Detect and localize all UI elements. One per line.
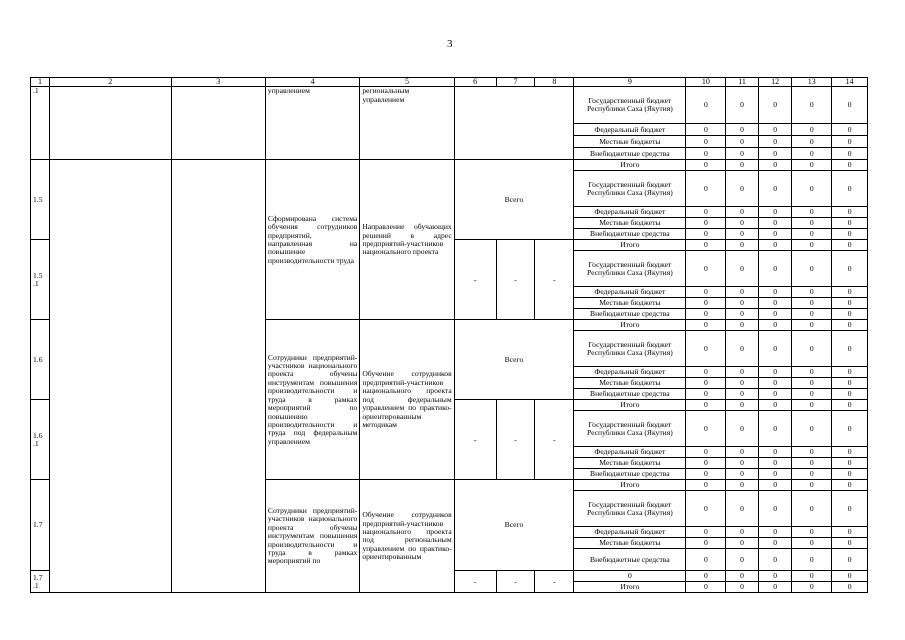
funding-source-cell: Местные бюджеты — [574, 218, 686, 229]
value-cell: 0 — [792, 251, 832, 287]
value-cell: 0 — [758, 538, 792, 549]
value-cell: 0 — [832, 124, 868, 136]
column-header-6: 6 — [454, 78, 496, 87]
value-cell: 0 — [758, 136, 792, 148]
task-cell — [49, 87, 171, 160]
value-cell: 0 — [832, 538, 868, 549]
value-cell: 0 — [726, 571, 759, 582]
value-cell: 0 — [686, 87, 726, 124]
value-cell: 0 — [792, 400, 832, 411]
value-cell: 0 — [758, 469, 792, 480]
value-cell: 0 — [758, 87, 792, 124]
value-cell: 0 — [686, 469, 726, 480]
value-cell: 0 — [792, 447, 832, 458]
value-cell: 0 — [686, 218, 726, 229]
value-cell: 0 — [726, 538, 759, 549]
value-cell: 0 — [792, 367, 832, 378]
column-header-11: 11 — [726, 78, 759, 87]
value-cell: 0 — [726, 469, 759, 480]
page-number: 3 — [447, 38, 453, 50]
value-cell: 0 — [758, 320, 792, 331]
value-cell: 0 — [792, 87, 832, 124]
value-cell: 0 — [726, 367, 759, 378]
value-cell: 0 — [686, 447, 726, 458]
value-cell: 0 — [832, 218, 868, 229]
value-cell: 0 — [726, 320, 759, 331]
value-cell: 0 — [792, 491, 832, 527]
funding-source-cell: Государственный бюджет Республики Саха (Якутия) — [574, 251, 686, 287]
value-cell: 0 — [726, 218, 759, 229]
result-description: Сотрудники предприятий-участников национального проекта обучены инструментам повышения производительности и труда в рамках мероприятий по — [265, 480, 359, 593]
timeline-cell — [454, 87, 574, 160]
value-cell: 0 — [686, 571, 726, 582]
funding-source-cell: Федеральный бюджет — [574, 447, 686, 458]
value-cell: 0 — [686, 207, 726, 218]
row-number: 1.5 — [31, 160, 50, 240]
value-cell: 0 — [726, 582, 759, 593]
funding-source-cell: Внебюджетные средства — [574, 309, 686, 320]
funding-source-cell: Итого — [574, 240, 686, 251]
event-description: Обучение сотрудников предприятий-участников национального проекта под федеральным управлением по практико-ориентированным методикам — [360, 320, 454, 480]
row-number: .1 — [31, 87, 50, 160]
value-cell: 0 — [686, 538, 726, 549]
value-cell: 0 — [758, 287, 792, 298]
value-cell: 0 — [758, 378, 792, 389]
value-cell: 0 — [832, 447, 868, 458]
value-cell: 0 — [686, 124, 726, 136]
value-cell: 0 — [832, 411, 868, 447]
value-cell: 0 — [832, 469, 868, 480]
budget-table — [30, 77, 868, 593]
value-cell: 0 — [686, 331, 726, 367]
table-row — [31, 78, 868, 87]
value-cell: 0 — [792, 331, 832, 367]
column-header-5: 5 — [360, 78, 454, 87]
value-cell: 0 — [726, 527, 759, 538]
funding-source-cell: Государственный бюджет Республики Саха (Якутия) — [574, 491, 686, 527]
timeline-cell: - — [496, 400, 535, 480]
value-cell: 0 — [792, 411, 832, 447]
value-cell: 0 — [686, 411, 726, 447]
value-cell: 0 — [792, 309, 832, 320]
value-cell: 0 — [832, 458, 868, 469]
value-cell: 0 — [758, 298, 792, 309]
value-cell: 0 — [726, 136, 759, 148]
value-cell: 0 — [832, 389, 868, 400]
column-header-7: 7 — [496, 78, 535, 87]
value-cell: 0 — [832, 229, 868, 240]
column-header-10: 10 — [686, 78, 726, 87]
timeline-total: Всего — [454, 480, 574, 571]
value-cell: 0 — [758, 207, 792, 218]
value-cell: 0 — [686, 229, 726, 240]
value-cell: 0 — [726, 447, 759, 458]
funding-source-cell: Местные бюджеты — [574, 458, 686, 469]
value-cell: 0 — [832, 331, 868, 367]
value-cell: 0 — [792, 171, 832, 207]
value-cell: 0 — [792, 229, 832, 240]
funding-source-cell: Государственный бюджет Республики Саха (Якутия) — [574, 331, 686, 367]
value-cell: 0 — [726, 251, 759, 287]
value-cell: 0 — [726, 549, 759, 571]
indicator-cell — [171, 160, 265, 593]
funding-source-cell: Местные бюджеты — [574, 298, 686, 309]
value-cell: 0 — [758, 549, 792, 571]
funding-source-cell: Федеральный бюджет — [574, 527, 686, 538]
value-cell: 0 — [758, 160, 792, 171]
value-cell: 0 — [726, 287, 759, 298]
funding-source-cell: Местные бюджеты — [574, 538, 686, 549]
value-cell: 0 — [832, 251, 868, 287]
value-cell: 0 — [758, 367, 792, 378]
value-cell: 0 — [758, 229, 792, 240]
value-cell: 0 — [726, 309, 759, 320]
value-cell: 0 — [726, 480, 759, 491]
value-cell: 0 — [832, 171, 868, 207]
value-cell: 0 — [726, 458, 759, 469]
value-cell: 0 — [832, 491, 868, 527]
event-description: Направление обучающих решений в адрес предприятий-участников национального проекта — [360, 160, 454, 320]
funding-source-cell: Федеральный бюджет — [574, 124, 686, 136]
value-cell: 0 — [792, 458, 832, 469]
timeline-total: Всего — [454, 320, 574, 400]
value-cell: 0 — [726, 491, 759, 527]
value-cell: 0 — [758, 447, 792, 458]
funding-source-cell: Государственный бюджет Республики Саха (Якутия) — [574, 87, 686, 124]
value-cell: 0 — [686, 527, 726, 538]
value-cell: 0 — [686, 298, 726, 309]
value-cell: 0 — [758, 124, 792, 136]
value-cell: 0 — [792, 389, 832, 400]
column-header-2: 2 — [49, 78, 171, 87]
column-header-14: 14 — [832, 78, 868, 87]
value-cell: 0 — [792, 240, 832, 251]
value-cell: 0 — [686, 136, 726, 148]
value-cell: 0 — [758, 491, 792, 527]
value-cell: 0 — [686, 309, 726, 320]
value-cell: 0 — [686, 240, 726, 251]
value-cell: 0 — [832, 527, 868, 538]
result-description: управлением — [265, 87, 359, 160]
value-cell: 0 — [832, 480, 868, 491]
column-header-1: 1 — [31, 78, 50, 87]
row-number: 1.5 .1 — [31, 240, 50, 320]
value-cell: 0 — [726, 124, 759, 136]
value-cell: 0 — [758, 411, 792, 447]
value-cell: 0 — [792, 527, 832, 538]
funding-source-cell: Государственный бюджет Республики Саха (Якутия) — [574, 171, 686, 207]
table-row — [31, 87, 868, 124]
indicator-cell — [171, 87, 265, 160]
value-cell: 0 — [726, 240, 759, 251]
value-cell: 0 — [686, 400, 726, 411]
value-cell: 0 — [832, 309, 868, 320]
value-cell: 0 — [686, 378, 726, 389]
value-cell: 0 — [758, 251, 792, 287]
column-header-8: 8 — [535, 78, 574, 87]
value-cell: 0 — [726, 331, 759, 367]
value-cell: 0 — [832, 87, 868, 124]
value-cell: 0 — [792, 571, 832, 582]
value-cell: 0 — [726, 389, 759, 400]
funding-source-cell: Местные бюджеты — [574, 136, 686, 148]
funding-source-cell: Внебюджетные средства — [574, 229, 686, 240]
timeline-cell: - — [535, 240, 574, 320]
value-cell: 0 — [726, 400, 759, 411]
value-cell: 0 — [832, 582, 868, 593]
value-cell: 0 — [792, 549, 832, 571]
value-cell: 0 — [686, 491, 726, 527]
funding-source-cell: 0 — [574, 571, 686, 582]
value-cell: 0 — [792, 378, 832, 389]
value-cell: 0 — [726, 207, 759, 218]
value-cell: 0 — [792, 298, 832, 309]
value-cell: 0 — [832, 400, 868, 411]
value-cell: 0 — [792, 582, 832, 593]
value-cell: 0 — [832, 367, 868, 378]
value-cell: 0 — [832, 207, 868, 218]
value-cell: 0 — [792, 320, 832, 331]
funding-source-cell: Итого — [574, 160, 686, 171]
value-cell: 0 — [832, 298, 868, 309]
value-cell: 0 — [832, 320, 868, 331]
value-cell: 0 — [726, 148, 759, 160]
value-cell: 0 — [792, 538, 832, 549]
timeline-total: Всего — [454, 160, 574, 240]
funding-source-cell: Федеральный бюджет — [574, 367, 686, 378]
value-cell: 0 — [686, 389, 726, 400]
value-cell: 0 — [792, 480, 832, 491]
row-number: 1.7 .1 — [31, 571, 50, 593]
value-cell: 0 — [686, 148, 726, 160]
value-cell: 0 — [832, 136, 868, 148]
value-cell: 0 — [832, 240, 868, 251]
timeline-cell: - — [454, 571, 496, 593]
event-description: региональным управлением — [360, 87, 454, 160]
value-cell: 0 — [832, 148, 868, 160]
funding-source-cell: Федеральный бюджет — [574, 207, 686, 218]
value-cell: 0 — [726, 298, 759, 309]
timeline-cell: - — [496, 240, 535, 320]
value-cell: 0 — [832, 571, 868, 582]
timeline-cell: - — [535, 571, 574, 593]
funding-source-cell: Итого — [574, 582, 686, 593]
value-cell: 0 — [758, 309, 792, 320]
value-cell: 0 — [792, 136, 832, 148]
value-cell: 0 — [792, 148, 832, 160]
result-description: Сформирована система обучения сотрудников предприятий, направленная на повышение производительности труда — [265, 160, 359, 320]
timeline-cell: - — [496, 571, 535, 593]
value-cell: 0 — [686, 549, 726, 571]
table-row — [31, 160, 868, 171]
value-cell: 0 — [686, 287, 726, 298]
timeline-cell: - — [454, 240, 496, 320]
column-header-12: 12 — [758, 78, 792, 87]
value-cell: 0 — [758, 480, 792, 491]
value-cell: 0 — [686, 320, 726, 331]
row-number: 1.7 — [31, 480, 50, 571]
value-cell: 0 — [758, 331, 792, 367]
funding-source-cell: Итого — [574, 480, 686, 491]
value-cell: 0 — [758, 240, 792, 251]
task-cell — [49, 160, 171, 593]
value-cell: 0 — [758, 389, 792, 400]
funding-source-cell: Государственный бюджет Республики Саха (Якутия) — [574, 411, 686, 447]
value-cell: 0 — [726, 87, 759, 124]
value-cell: 0 — [686, 251, 726, 287]
column-header-4: 4 — [265, 78, 359, 87]
value-cell: 0 — [792, 207, 832, 218]
value-cell: 0 — [832, 378, 868, 389]
column-header-13: 13 — [792, 78, 832, 87]
funding-source-cell: Местные бюджеты — [574, 378, 686, 389]
value-cell: 0 — [758, 400, 792, 411]
timeline-cell: - — [454, 400, 496, 480]
value-cell: 0 — [832, 287, 868, 298]
value-cell: 0 — [758, 571, 792, 582]
value-cell: 0 — [726, 171, 759, 207]
value-cell: 0 — [792, 287, 832, 298]
value-cell: 0 — [726, 411, 759, 447]
funding-source-cell: Итого — [574, 320, 686, 331]
funding-source-cell: Внебюджетные средства — [574, 389, 686, 400]
value-cell: 0 — [792, 218, 832, 229]
value-cell: 0 — [686, 480, 726, 491]
funding-source-cell: Внебюджетные средства — [574, 148, 686, 160]
column-header-9: 9 — [574, 78, 686, 87]
value-cell: 0 — [686, 458, 726, 469]
row-number: 1.6 .1 — [31, 400, 50, 480]
timeline-cell: - — [535, 400, 574, 480]
value-cell: 0 — [726, 378, 759, 389]
value-cell: 0 — [758, 218, 792, 229]
value-cell: 0 — [758, 171, 792, 207]
value-cell: 0 — [726, 160, 759, 171]
value-cell: 0 — [686, 171, 726, 207]
value-cell: 0 — [726, 229, 759, 240]
row-number: 1.6 — [31, 320, 50, 400]
value-cell: 0 — [758, 527, 792, 538]
result-description: Сотрудники предприятий-участников национального проекта обучены инструментам повышения производительности и труда в рамках мероприятий по повышению производительности и труда под федеральным управлением — [265, 320, 359, 480]
value-cell: 0 — [792, 124, 832, 136]
value-cell: 0 — [792, 469, 832, 480]
column-header-3: 3 — [171, 78, 265, 87]
value-cell: 0 — [758, 582, 792, 593]
funding-source-cell: Внебюджетные средства — [574, 549, 686, 571]
value-cell: 0 — [686, 160, 726, 171]
event-description: Обучение сотрудников предприятий-участников национального проекта под региональным управлением по практико-ориентированным — [360, 480, 454, 593]
funding-source-cell: Итого — [574, 400, 686, 411]
value-cell: 0 — [832, 549, 868, 571]
value-cell: 0 — [832, 160, 868, 171]
value-cell: 0 — [758, 148, 792, 160]
funding-source-cell: Федеральный бюджет — [574, 287, 686, 298]
value-cell: 0 — [792, 160, 832, 171]
value-cell: 0 — [686, 367, 726, 378]
funding-source-cell: Внебюджетные средства — [574, 469, 686, 480]
value-cell: 0 — [686, 582, 726, 593]
value-cell: 0 — [758, 458, 792, 469]
